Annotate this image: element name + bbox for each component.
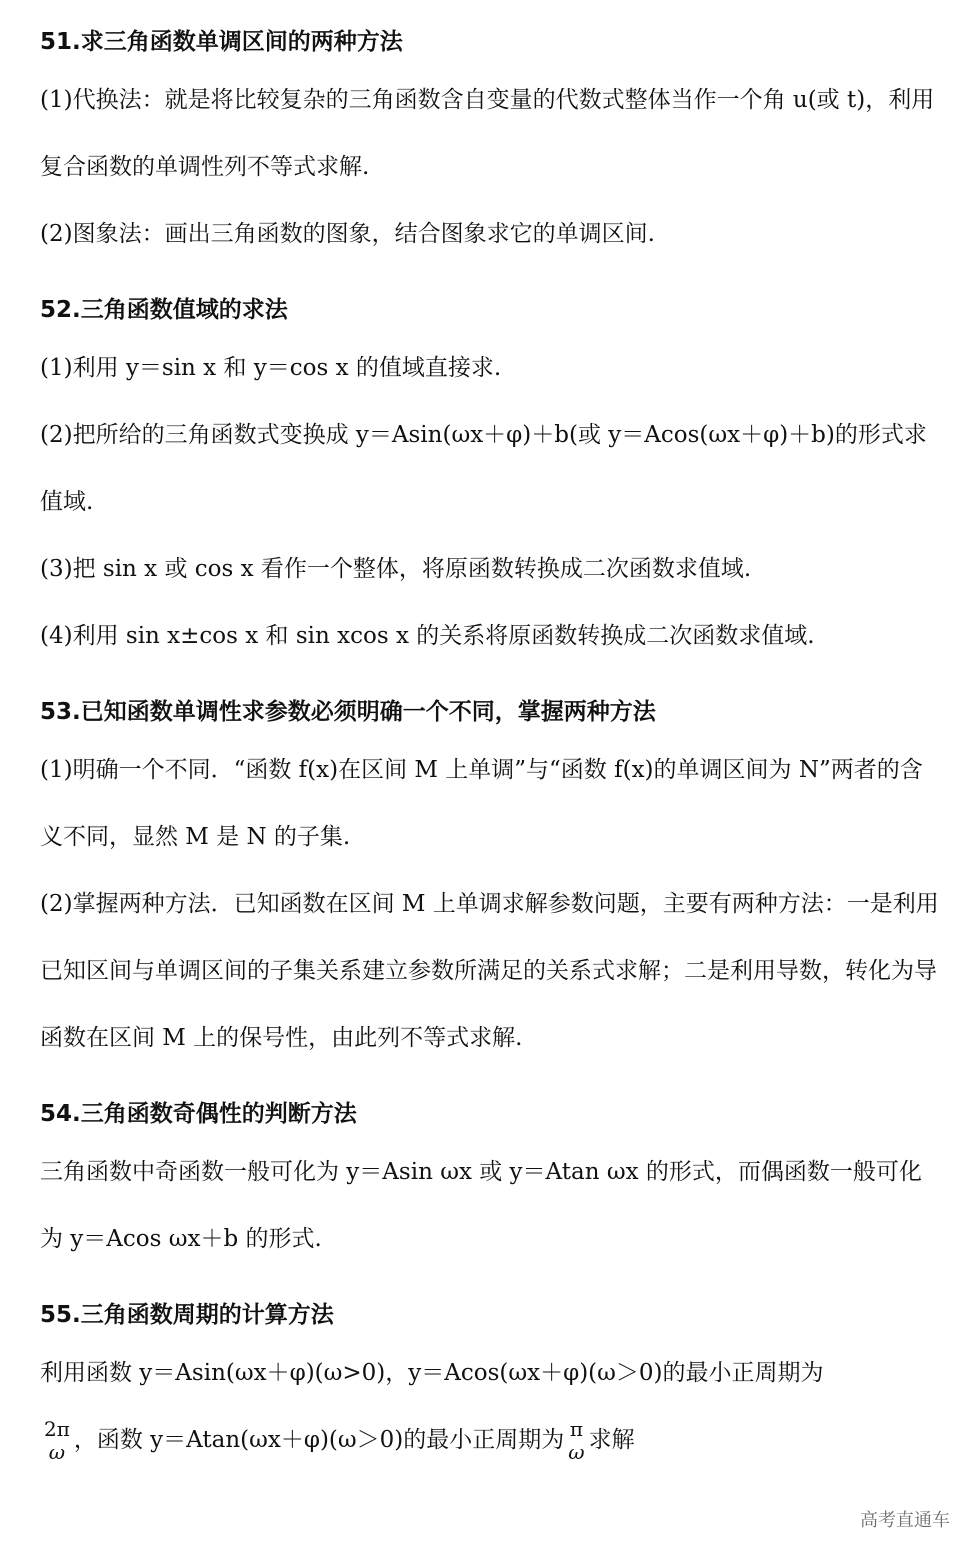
section-53-para-1: (1)明确一个不同．“函数 f(x)在区间 M 上单调”与“函数 f(x)的单调区间为 N”两者的含义不同，显然 M 是 N 的子集. <box>40 757 923 850</box>
fraction-numerator: π <box>569 1417 583 1441</box>
section-53-para-2: (2)掌握两种方法．已知函数在区间 M 上单调求解参数问题，主要有两种方法：一是利用已知区间与单调区间的子集关系建立参数所满足的关系式求解；二是利用导数，转化为导函数在区间 M 上的保号性，由此列不等式求解. <box>40 891 939 1051</box>
section-52-para-2: (2)把所给的三角函数式变换成 y＝Asin(ωx＋φ)＋b(或 y＝Acos(ωx＋φ)＋b)的形式求值域. <box>40 422 927 515</box>
section-52-heading: 52.三角函数值域的求法 <box>40 297 288 323</box>
section-55-lead: 利用函数 y＝Asin(ωx＋φ)(ω>0)，y＝Acos(ωx＋φ)(ω＞0)的最小正周期为 <box>40 1360 824 1386</box>
section-52-para-1: (1)利用 y＝sin x 和 y＝cos x 的值域直接求. <box>40 355 502 381</box>
section-55-heading: 55.三角函数周期的计算方法 <box>40 1302 334 1328</box>
document-body <box>40 0 940 1474</box>
section-55-middle: ，函数 y＝Atan(ωx＋φ)(ω＞0)的最小正周期为 <box>73 1427 565 1453</box>
section-55-para-1 <box>40 1340 940 1474</box>
section-52-para-4: (4)利用 sin x±cos x 和 sin xcos x 的关系将原函数转换成二次函数求值域. <box>40 623 815 649</box>
section-52-para-3: (3)把 sin x 或 cos x 看作一个整体，将原函数转换成二次函数求值域. <box>40 556 752 582</box>
section-51-heading: 51.求三角函数单调区间的两种方法 <box>40 29 403 55</box>
fraction-2pi-over-omega <box>44 1418 70 1464</box>
section-54-heading: 54.三角函数奇偶性的判断方法 <box>40 1101 357 1127</box>
fraction-denominator: ω <box>48 1440 66 1464</box>
watermark: 高考直通车 <box>860 1510 950 1531</box>
section-54-para-1: 三角函数中奇函数一般可化为 y＝Asin ωx 或 y＝Atan ωx 的形式，而偶函数一般可化为 y＝Acos ωx＋b 的形式. <box>40 1159 922 1252</box>
fraction-denominator: ω <box>568 1440 585 1464</box>
section-51-para-1: (1)代换法：就是将比较复杂的三角函数含自变量的代数式整体当作一个角 u(或 t)，利用复合函数的单调性列不等式求解. <box>40 87 935 180</box>
section-55-tail: 求解 <box>588 1427 635 1453</box>
section-51-para-2: (2)图象法：画出三角函数的图象，结合图象求它的单调区间. <box>40 221 655 247</box>
fraction-pi-over-omega <box>568 1418 584 1464</box>
section-53-heading: 53.已知函数单调性求参数必须明确一个不同，掌握两种方法 <box>40 699 656 725</box>
fraction-numerator: 2π <box>44 1417 70 1441</box>
